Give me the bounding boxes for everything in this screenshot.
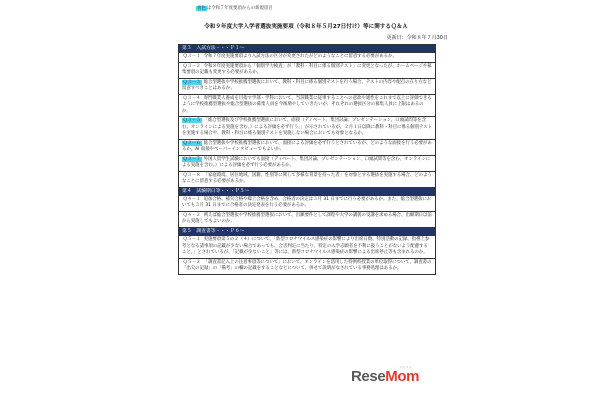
question-text: 専門職業人養成を目指す学部・学科において、当該職業に従事することへの意欲や適性をこれまで以上に評価できるように学校推薦型選抜や総合型選抜の募集人員を今後増やしていきたいが、それぞれの選抜区分の募集人員に上限はあるのか。 (182, 95, 432, 114)
legend-highlight: 青色 (197, 6, 206, 11)
qa-row (179, 95, 435, 117)
qa-row (179, 140, 435, 156)
section-header: 第４ 試験期日等・・・Ｐ５～ (179, 188, 435, 196)
question-number: Ｑ４－２ (183, 213, 201, 219)
qa-row (179, 196, 435, 212)
question-number: Ｑ３－６ (183, 140, 201, 146)
question-text: 総合型選抜や学校推薦型選抜において、面接による評価を必ず行うとされているが、どのような面接を行う必要があるか。AI 面接やペーパーインタビューでもよいか。 (182, 140, 432, 153)
legend-text: は令和７年度要項からの新規項目 (206, 6, 273, 11)
question-text: 総合型選抜や学校推薦型選抜において、教科・科目に係る個別テストを行う場合、テストの内容や配点の在り方など留意すべきことはあるか。 (182, 79, 432, 92)
question-text: 「総合型選抜及び学校推薦型選抜において、面接（ディベート、集団討論、プレゼンテーション、口頭試問等を含む。オンラインによる実施を含む。）による評価を必ず行う。」が示されているが、２月１日以降に教科・科目に係る個別テストを実施する場合や、教科・科目に係る個別テストを実施しない場合においても対象となるか。 (182, 118, 432, 136)
qa-row (179, 63, 435, 79)
qa-row (179, 259, 435, 275)
question-number: Ｑ３－３ (183, 79, 201, 85)
question-text: 追加合格、補欠合格や繰上合格を含め、合格者の決定は３月 31 日までに行う必要があるか。また、総合型選抜においても３月 31 日までに合格者の決定発表を行う必要があるか。 (182, 197, 432, 209)
section-header: 第３ 入試方法・・・Ｐ１～ (179, 45, 435, 53)
updated-date: 更新日：令和８年７月30日 (386, 35, 448, 41)
qa-row (179, 53, 435, 63)
logo-main: Rese (351, 368, 386, 385)
question-text: 令和８年度実施要項から「個別学力検査」が「教科・科目に係る個別テスト」に変更となったが、ホームページや募集要項の記載も変更する必要があるか。 (182, 63, 432, 76)
logo-sub: リセマム (399, 365, 413, 369)
question-number: Ｑ３－２ (183, 63, 201, 69)
section-header: 第５ 調査書等・・・Ｐ６～ (179, 228, 435, 236)
question-text: 例えば総合型選抜や学校推薦型選抜において、出願要件として課程や大学の講義の受講を求める場合、出願期日以前から実施してもよいのか。 (182, 213, 432, 225)
question-number: Ｑ４－１ (183, 197, 201, 203)
qa-row (179, 117, 435, 139)
question-number: Ｑ３－５ (183, 118, 201, 124)
question-text: 「家庭環境、居住地域、国籍、性別等に関して多様な背景を持った者」を対象とする選抜を実施する場合、どのようなことに留意する必要があるか。 (182, 172, 432, 185)
question-text: 令和７年度実施要項より入試方法の区分が変更されたがどのようなことに留意する必要があるか。 (203, 54, 397, 59)
legend-note (196, 5, 273, 11)
question-text: 実施要項第５の２（４）について、「新型コロナウイルス感染症の影響により出席日数、特別活動の記録、指導上参考となる諸事項の記載が少ない場合であっても、合否判定に当たり、特定の入学志願者を不利に扱うことがないよう配慮すること。」とされているが、「記載が少ないこと」等には、新型コロナウイルス感染症の影響による出席停止等も含まれるのか。 (182, 237, 430, 255)
resemom-logo (351, 368, 419, 385)
question-number: Ｑ３－８ (183, 172, 201, 178)
question-text: 「調査書記入上の注意事項等について」において、オンラインを活用した特例校授業の単位取得について、調査書の「出欠の記録」の「備考」の欄の記載をすることなどについて、併せて説明がなされている事務処理はあるか。 (182, 259, 432, 271)
qa-row (179, 212, 435, 228)
qa-row (179, 79, 435, 95)
qa-row (179, 236, 435, 258)
logo-accent: Mom (385, 368, 420, 385)
question-number: Ｑ３－１ (183, 54, 201, 59)
qa-row (179, 172, 435, 188)
question-text: 外国人留学生試験においても面接（ディベート、集団討論、プレゼンテーション、口頭試問等を含む。オンラインによる実施を含む。）による評価を必ず行う必要があるか。 (182, 156, 431, 169)
qa-table (178, 44, 436, 275)
qa-row (179, 156, 435, 172)
question-number: Ｑ５－１ (183, 237, 201, 243)
document-page (160, 0, 452, 400)
question-number: Ｑ３－４ (183, 95, 201, 101)
question-number: Ｑ３－７ (183, 156, 201, 162)
question-number: Ｑ５－２ (183, 259, 201, 265)
document-title: 令和９年度大学入学者選抜実施要項（令和８年５月27日付け）等に関するＱ＆Ａ (204, 24, 408, 30)
